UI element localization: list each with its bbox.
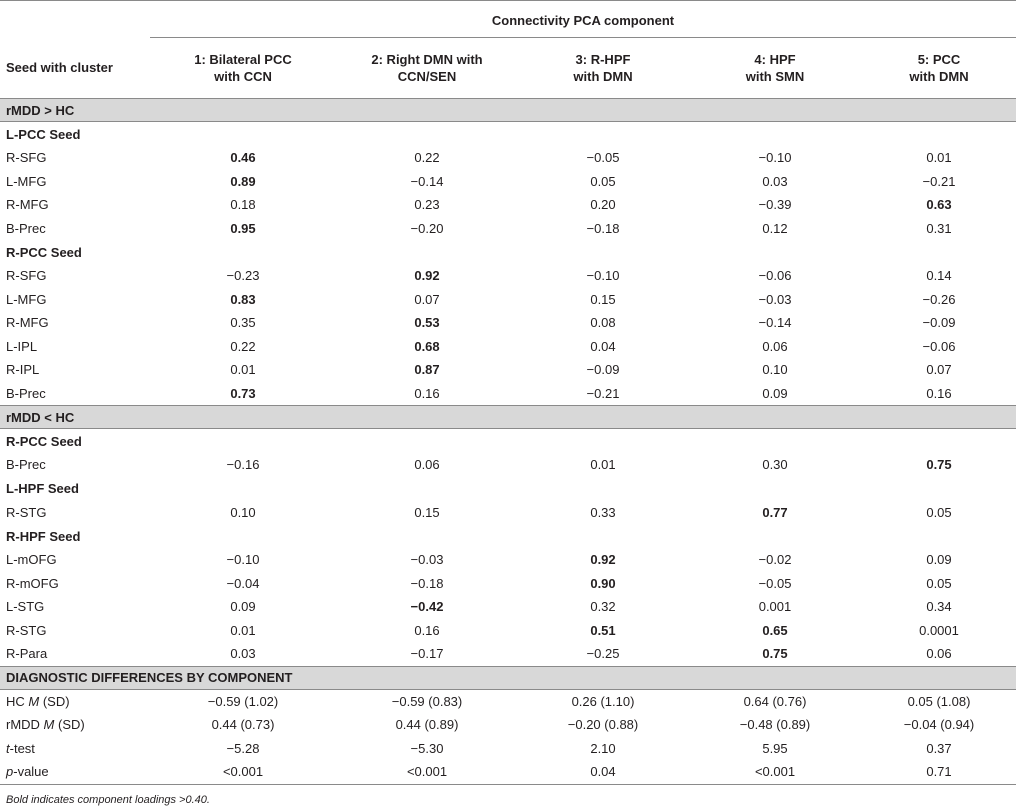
cell-value: 0.0001	[919, 622, 959, 638]
group-header-row	[0, 1, 1016, 38]
cell-value: 0.16	[414, 385, 440, 401]
cell-value: 0.64 (0.76)	[743, 693, 807, 709]
row-label: R-MFG	[6, 197, 49, 213]
cell-value: −0.10	[226, 552, 260, 568]
section-header	[0, 406, 1016, 429]
table-row	[0, 760, 1016, 784]
cell-value: 0.44 (0.73)	[211, 717, 275, 733]
table-row	[0, 311, 1016, 335]
cell-value: −0.06	[922, 338, 956, 354]
cell-value: 0.71	[926, 764, 952, 780]
cell-value: 0.06	[926, 646, 952, 662]
column-header-3	[518, 38, 688, 99]
seed-label: R-PCC Seed	[6, 244, 82, 260]
column-header-line: Seed with cluster	[6, 60, 113, 76]
label-italic: M	[28, 693, 40, 709]
cell-value: 0.83	[230, 291, 256, 307]
row-label: L-MFG	[6, 173, 47, 189]
label-text: -test	[9, 740, 35, 756]
cell-value: 0.16	[926, 385, 952, 401]
table-row	[0, 382, 1016, 406]
cell-value: 0.75	[762, 646, 788, 662]
table-row	[0, 642, 1016, 666]
row-label: B-Prec	[6, 220, 46, 236]
cell-value: −0.14	[758, 315, 792, 331]
row-label: B-Prec	[6, 457, 46, 473]
cell-value: −0.20 (0.88)	[567, 717, 639, 733]
cell-value: −0.42	[410, 599, 444, 615]
label-italic: p	[6, 764, 14, 780]
cell-value: 0.73	[230, 385, 256, 401]
row-label: L-IPL	[6, 338, 38, 354]
column-header-line: with DMN	[909, 69, 969, 84]
row-label	[0, 713, 150, 737]
cell-value: 0.22	[414, 150, 440, 166]
cell-value: 0.03	[230, 646, 256, 662]
table-row	[0, 453, 1016, 477]
cell-value: 2.10	[590, 740, 616, 756]
cell-value: 0.30	[762, 457, 788, 473]
cell-value: 0.22	[230, 338, 256, 354]
table-row	[0, 548, 1016, 572]
cell-value: 0.12	[762, 220, 788, 236]
cell-value: 0.09	[762, 385, 788, 401]
seed-row	[0, 240, 1016, 264]
cell-value: 0.87	[414, 362, 440, 378]
column-header-line: 5: PCC	[917, 52, 961, 67]
row-label	[0, 760, 150, 784]
cell-value: −0.59 (1.02)	[207, 693, 279, 709]
label-text: HC	[6, 693, 29, 709]
row-label: R-MFG	[6, 315, 49, 331]
label-italic: t	[6, 740, 10, 756]
cell-value: −0.10	[586, 268, 620, 284]
cell-value: 0.14	[926, 268, 952, 284]
seed-label: L-HPF Seed	[6, 481, 79, 496]
table-row	[0, 689, 1016, 713]
cell-value: 0.90	[590, 575, 616, 591]
section-header	[0, 99, 1016, 122]
cell-value: 0.95	[230, 220, 256, 236]
seed-label: R-PCC Seed	[6, 433, 82, 449]
table-row	[0, 193, 1016, 217]
column-header-line: with CCN	[214, 69, 272, 84]
row-label: R-SFG	[6, 150, 47, 166]
table-row	[0, 146, 1016, 170]
cell-value: 0.05	[926, 575, 952, 591]
column-header-line: 4: HPF	[754, 52, 796, 67]
cell-value: −0.10	[758, 150, 792, 166]
cell-value: 0.18	[230, 197, 256, 213]
cell-value: −0.04	[226, 575, 260, 591]
column-header-5	[862, 38, 1016, 99]
column-header-line: CCN/SEN	[397, 69, 457, 84]
cell-value: 0.92	[414, 268, 440, 284]
column-header-line: 2: Right DMN with	[371, 52, 483, 67]
cell-value: −0.17	[410, 646, 444, 662]
column-header-4	[688, 38, 862, 99]
cell-value: −0.20	[410, 220, 444, 236]
cell-value: −0.09	[586, 362, 620, 378]
cell-value: −0.21	[586, 385, 620, 401]
table-row	[0, 595, 1016, 619]
label-text: (SD)	[54, 717, 85, 733]
cell-value: 0.01	[926, 150, 952, 166]
cell-value: 0.10	[230, 504, 256, 520]
seed-label: R-HPF Seed	[6, 528, 81, 544]
column-header-line: 3: R-HPF	[575, 52, 631, 67]
cell-value: 0.01	[230, 622, 256, 638]
cell-value: −0.03	[410, 552, 444, 568]
cell-value: 0.07	[414, 291, 440, 307]
cell-value: 0.06	[414, 457, 440, 473]
table-row	[0, 264, 1016, 288]
cell-value: 0.09	[230, 599, 256, 615]
group-header: Connectivity PCA component	[150, 1, 1016, 38]
column-header-row	[0, 38, 1016, 99]
cell-value: 0.01	[590, 457, 616, 473]
cell-value: <0.001	[754, 764, 796, 780]
cell-value: 0.15	[590, 291, 616, 307]
cell-value: <0.001	[222, 764, 264, 780]
row-label: L-MFG	[6, 291, 47, 307]
cell-value: 0.68	[414, 338, 440, 354]
cell-value: −0.23	[226, 268, 260, 284]
cell-value: −0.06	[758, 268, 792, 284]
cell-value: −0.14	[410, 173, 444, 189]
cell-value: 0.04	[590, 764, 616, 780]
table-row	[0, 737, 1016, 761]
cell-value: −0.04 (0.94)	[903, 717, 975, 733]
row-label: R-STG	[6, 622, 47, 638]
cell-value: 0.08	[590, 315, 616, 331]
column-header-line: with SMN	[745, 69, 805, 84]
cell-value: −0.03	[758, 291, 792, 307]
cell-value: 0.23	[414, 197, 440, 213]
column-header-line: 1: Bilateral PCC	[194, 52, 292, 67]
section-title: DIAGNOSTIC DIFFERENCES BY COMPONENT	[0, 666, 1016, 689]
cell-value: 0.75	[926, 457, 952, 473]
cell-value: 0.05 (1.08)	[907, 693, 971, 709]
table-row	[0, 572, 1016, 596]
row-label	[0, 689, 150, 713]
cell-value: 0.07	[926, 362, 952, 378]
cell-value: 0.53	[414, 315, 440, 331]
column-header-line: with DMN	[573, 69, 633, 84]
section-title: rMDD > HC	[0, 99, 1016, 122]
label-italic: M	[43, 717, 55, 733]
row-label: L-mOFG	[6, 552, 57, 568]
cell-value: −0.48 (0.89)	[739, 717, 811, 733]
label-text: rMDD	[6, 717, 44, 733]
cell-value: −0.18	[586, 220, 620, 236]
section-title: rMDD < HC	[0, 406, 1016, 429]
row-label: R-mOFG	[6, 575, 59, 591]
cell-value: 0.31	[926, 220, 952, 236]
cell-value: −0.21	[922, 173, 956, 189]
row-label	[0, 737, 150, 761]
seed-row	[0, 524, 1016, 548]
cell-value: 0.89	[230, 173, 256, 189]
cell-value: −0.16	[226, 457, 260, 473]
table-row	[0, 335, 1016, 359]
row-label: R-IPL	[6, 362, 40, 378]
table-row	[0, 358, 1016, 382]
cell-value: 0.34	[926, 599, 952, 615]
cell-value: 0.51	[590, 622, 616, 638]
cell-value: 0.04	[590, 338, 616, 354]
column-header-1	[150, 38, 336, 99]
cell-value: −0.09	[922, 315, 956, 331]
cell-value: 0.35	[230, 315, 256, 331]
seed-row	[0, 429, 1016, 454]
row-label: R-Para	[6, 646, 48, 662]
column-header-2	[336, 38, 518, 99]
cell-value: −0.05	[586, 150, 620, 166]
table-body	[0, 1, 1016, 785]
cell-value: −0.59 (0.83)	[391, 693, 463, 709]
cell-value: 0.15	[414, 504, 440, 520]
cell-value: −0.18	[410, 575, 444, 591]
table-row	[0, 217, 1016, 241]
footnote: Bold indicates component loadings >0.40.	[6, 794, 210, 806]
cell-value: 0.77	[762, 504, 788, 520]
cell-value: −5.30	[410, 740, 444, 756]
bottom-rule	[0, 784, 1016, 785]
table-row	[0, 288, 1016, 312]
cell-value: 5.95	[762, 740, 788, 756]
seed-label: L-PCC Seed	[6, 126, 81, 142]
cell-value: 0.05	[590, 173, 616, 189]
cell-value: 0.20	[590, 197, 616, 213]
row-label: R-STG	[6, 504, 47, 520]
label-text: (SD)	[39, 693, 70, 709]
seed-row	[0, 122, 1016, 147]
row-label: L-STG	[6, 599, 45, 615]
cell-value: −0.39	[758, 197, 792, 213]
cell-value: −0.25	[586, 646, 620, 662]
cell-value: −0.02	[758, 552, 792, 568]
cell-value: 0.32	[590, 599, 616, 615]
cell-value: 0.03	[762, 173, 788, 189]
cell-value: 0.63	[926, 197, 952, 213]
cell-value: 0.10	[762, 362, 788, 378]
column-header-0	[0, 38, 150, 99]
cell-value: 0.16	[414, 622, 440, 638]
cell-value: −0.05	[758, 575, 792, 591]
cell-value: <0.001	[406, 764, 448, 780]
cell-value: −5.28	[226, 740, 260, 756]
cell-value: 0.26 (1.10)	[571, 693, 635, 709]
cell-value: 0.65	[762, 622, 788, 638]
cell-value: 0.05	[926, 504, 952, 520]
row-label: R-SFG	[6, 268, 47, 284]
cell-value: 0.09	[926, 552, 952, 568]
cell-value: 0.44 (0.89)	[395, 717, 459, 733]
cell-value: 0.92	[590, 552, 616, 568]
cell-value: 0.46	[230, 150, 256, 166]
cell-value: 0.33	[590, 504, 616, 520]
table-row	[0, 619, 1016, 643]
seed-row	[0, 477, 1016, 501]
cell-value: −0.26	[922, 291, 956, 307]
cell-value: 0.001	[758, 599, 792, 615]
cell-value: 0.06	[762, 338, 788, 354]
cell-value: 0.01	[230, 362, 256, 378]
table-row	[0, 170, 1016, 194]
label-text: -value	[13, 764, 49, 780]
row-label: B-Prec	[6, 385, 46, 401]
table-row	[0, 713, 1016, 737]
table-row	[0, 501, 1016, 525]
cell-value: 0.37	[926, 740, 952, 756]
section-header	[0, 666, 1016, 689]
